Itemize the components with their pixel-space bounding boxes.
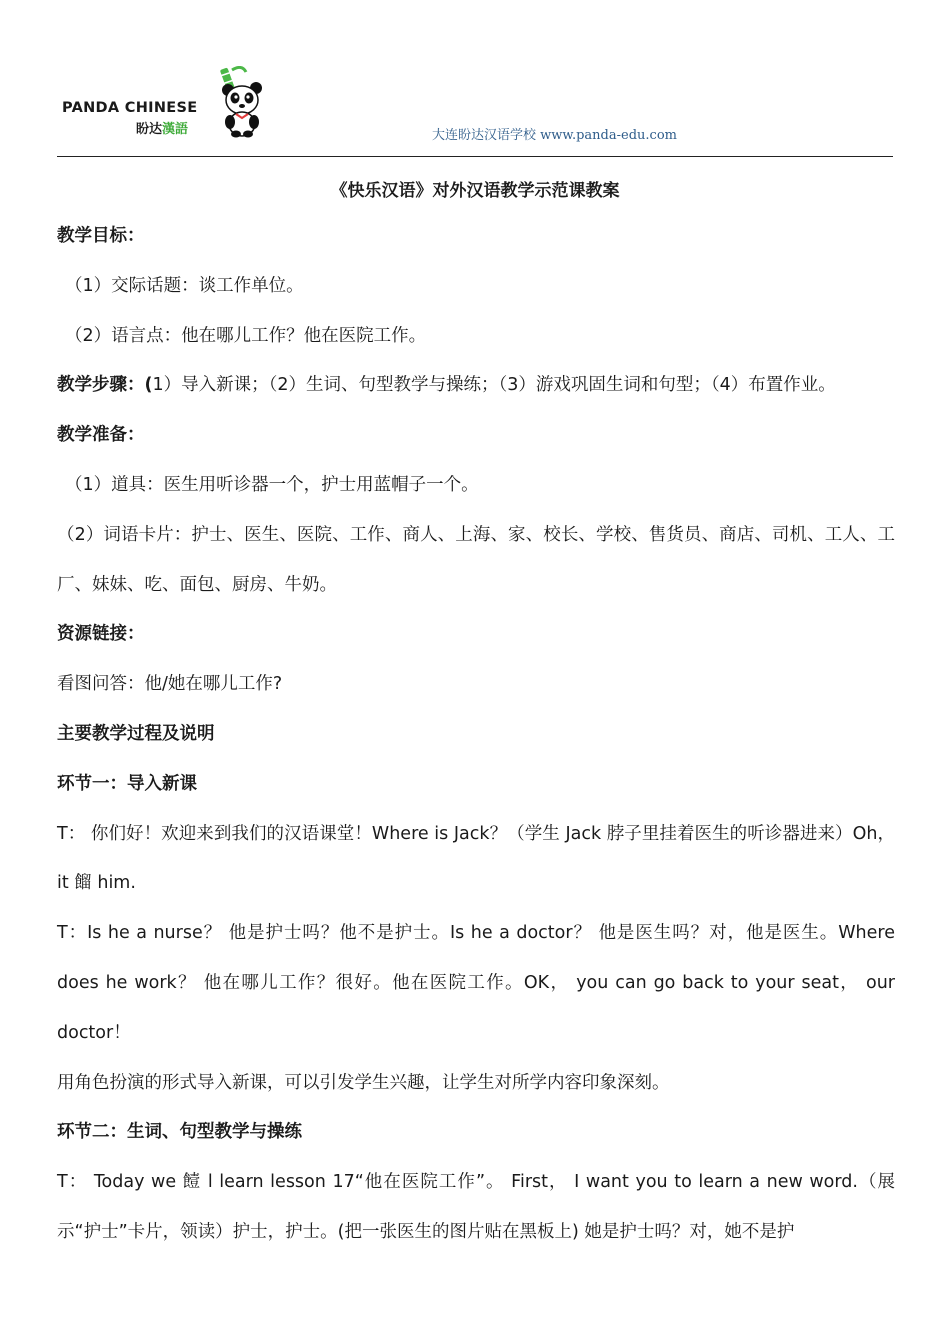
document-title: 《快乐汉语》对外汉语教学示范课教案 bbox=[330, 181, 620, 201]
section-heading-steps: 教学步骤：( bbox=[57, 375, 153, 396]
section-heading-step-two: 环节二：生词、句型教学与操练 bbox=[57, 1122, 302, 1143]
panda-mascot-icon bbox=[210, 66, 270, 138]
goal-item: （1）交际话题：谈工作单位。 bbox=[65, 275, 304, 296]
dialogue-paragraph: T： Today we 饐 l learn lesson 17“他在医院工作”。 First， I want you to learn a new word.（展示“护士”卡片，领读）护士，护士。(把一张医生的图片贴在黑板上) 她是护士吗？对，她不是护 bbox=[57, 1172, 895, 1242]
dialogue-paragraph: T：Is he a nurse？ 他是护士吗？他不是护士。Is he a doctor？ 他是医生吗？对，他是医生。Where does he work？ 他在哪儿工作？很好。他在医院工作。OK， you can go back to your seat， our doctor！ bbox=[57, 923, 895, 1043]
logo-cn-hanyu: 漢語 bbox=[162, 122, 189, 137]
header-divider bbox=[57, 156, 893, 157]
logo-wordmark bbox=[62, 100, 197, 116]
steps-text: 1）导入新课；（2）生词、句型教学与操练；（3）游戏巩固生词和句型；（4）布置作业。 bbox=[152, 375, 836, 396]
section-heading-step-one: 环节一：导入新课 bbox=[57, 773, 197, 794]
prep-item: （2）词语卡片：护士、医生、医院、工作、商人、上海、家、校长、学校、售货员、商店、司机、工人、工厂、妹妹、吃、面包、厨房、牛奶。 bbox=[57, 524, 895, 595]
prep-item: （1）道具：医生用听诊器一个，护士用蓝帽子一个。 bbox=[65, 474, 479, 495]
section-heading-resources: 资源链接： bbox=[57, 624, 145, 645]
teaching-steps bbox=[57, 361, 895, 411]
section-heading-goals: 教学目标： bbox=[57, 226, 145, 246]
logo-chinese-name bbox=[136, 118, 188, 137]
logo-word-chinese: CHINESE bbox=[124, 100, 198, 116]
document-body bbox=[57, 212, 895, 1258]
goal-item: （2）语言点：他在哪儿工作？他在医院工作。 bbox=[65, 325, 427, 346]
page-header bbox=[0, 0, 950, 160]
panda-chinese-logo bbox=[60, 66, 270, 138]
logo-word-panda: PANDA bbox=[62, 100, 125, 116]
explanation-paragraph: 用角色扮演的形式导入新课，可以引发学生兴趣，让学生对所学内容印象深刻。 bbox=[57, 1072, 670, 1093]
logo-cn-pandan: 盼达 bbox=[136, 122, 163, 137]
dialogue-paragraph: T： 你们好！欢迎来到我们的汉语课堂！Where is Jack？（学生 Jack 脖子里挂着医生的听诊器进来）Oh， it 餾 him. bbox=[57, 823, 895, 894]
school-website: 大连盼达汉语学校 www.panda-edu.com bbox=[432, 128, 677, 143]
section-heading-prep: 教学准备： bbox=[57, 425, 145, 446]
resource-item: 看图问答：他/她在哪儿工作? bbox=[57, 674, 283, 695]
section-heading-process: 主要教学过程及说明 bbox=[57, 723, 215, 744]
